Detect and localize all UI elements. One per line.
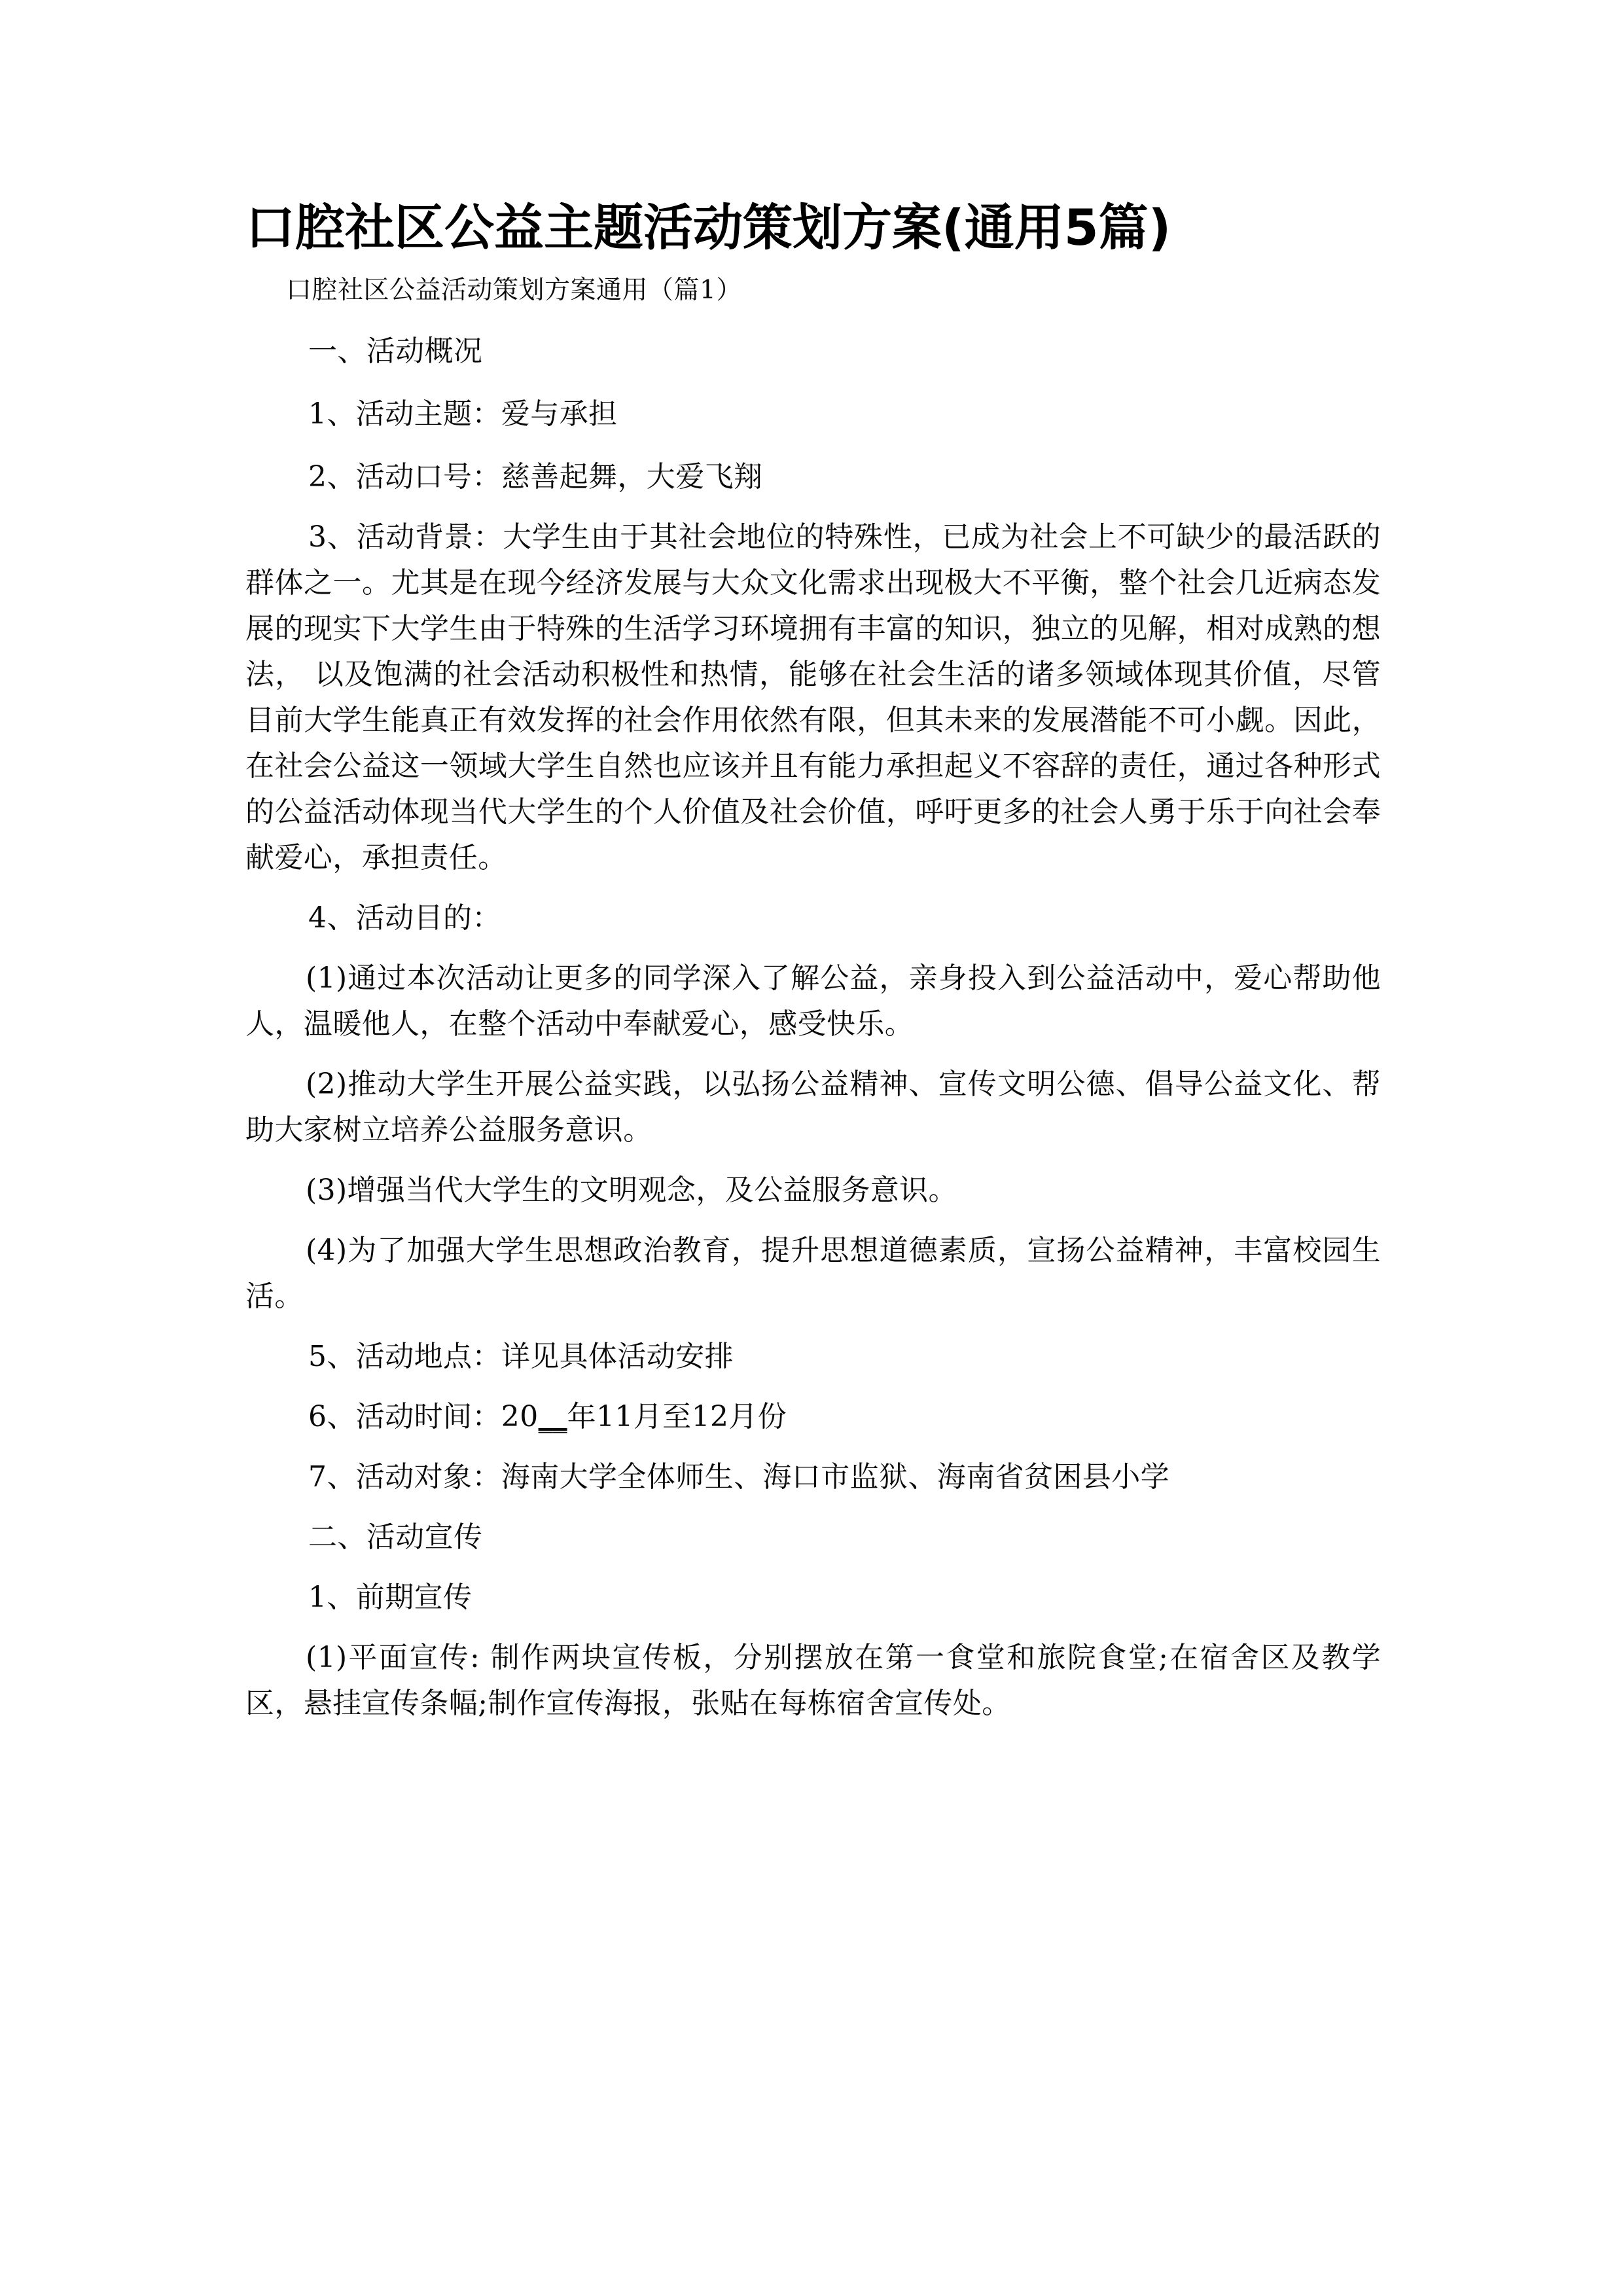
activity-background-text: 大学生由于其社会地位的特殊性，已成为社会上不可缺少的最活跃的群体之一。尤其是在现今经济发展与大众文化需求出现极大不平衡，整个社会几近病态发展的现实下大学生由于特殊的生活学习环境拥有丰富的知识，独立的见解，相对成熟的想法， 以及饱满的社会活动积极性和热情，能够在社会生活的诸多领域体现其价值，尽管目前大学生能真正有效发挥的社会作用依然有限，但其未来的发展潜能不可小觑。因此，在社会公益这一领域大学生自然也应该并且有能力承担起义不容辞的责任，通过各种形式的公益活动体现当代大学生的个人价值及社会价值，呼吁更多的社会人勇于乐于向社会奉献爱心，承担责任。	[245, 520, 1381, 874]
activity-location: 5、活动地点：详见具体活动安排	[308, 1340, 734, 1373]
activity-purpose-item-3: (3)增强当代大学生的文明观念，及公益服务意识。	[306, 1174, 957, 1207]
page-title: 口腔社区公益主题活动策划方案(通用5篇)	[245, 198, 1171, 257]
section-heading-2: 二、活动宣传	[308, 1520, 483, 1554]
activity-purpose-label: 4、活动目的：	[308, 901, 501, 935]
activity-time-blank: __	[538, 1400, 567, 1433]
section-1-item-1: 1、活动主题：爱与承担	[308, 397, 618, 431]
activity-audience: 7、活动对象：海南大学全体师生、海口市监狱、海南省贫困县小学	[308, 1460, 1169, 1494]
activity-background-label: 3、活动背景：	[308, 520, 503, 554]
activity-purpose-item-1: (1)通过本次活动让更多的同学深入了解公益，亲身投入到公益活动中，爱心帮助他人，温暖他人，在整个活动中奉献爱心，感受快乐。	[245, 961, 1381, 1041]
activity-background	[245, 514, 1381, 881]
activity-time	[245, 1394, 1381, 1440]
section-1-item-2: 2、活动口号：慈善起舞，大爱飞翔	[308, 460, 763, 493]
section-2-item-1: 1、前期宣传	[308, 1581, 473, 1614]
activity-purpose-item-4: (4)为了加强大学生思想政治教育，提升思想道德素质，宣扬公益精神，丰富校园生活。	[245, 1234, 1381, 1313]
activity-time-suffix: 年11月至12月份	[567, 1400, 787, 1433]
document-subtitle: 口腔社区公益活动策划方案通用（篇1）	[286, 276, 742, 305]
activity-purpose-item-2: (2)推动大学生开展公益实践，以弘扬公益精神、宣传文明公德、倡导公益文化、帮助大家树立培养公益服务意识。	[245, 1067, 1381, 1147]
promo-plane-text: (1)平面宣传: 制作两块宣传板，分别摆放在第一食堂和旅院食堂;在宿舍区及教学区，悬挂宣传条幅;制作宣传海报，张贴在每栋宿舍宣传处。	[245, 1641, 1381, 1720]
activity-time-prefix: 6、活动时间：20	[308, 1400, 539, 1433]
section-heading-1: 一、活动概况	[308, 334, 483, 368]
document-content	[245, 196, 1381, 1727]
